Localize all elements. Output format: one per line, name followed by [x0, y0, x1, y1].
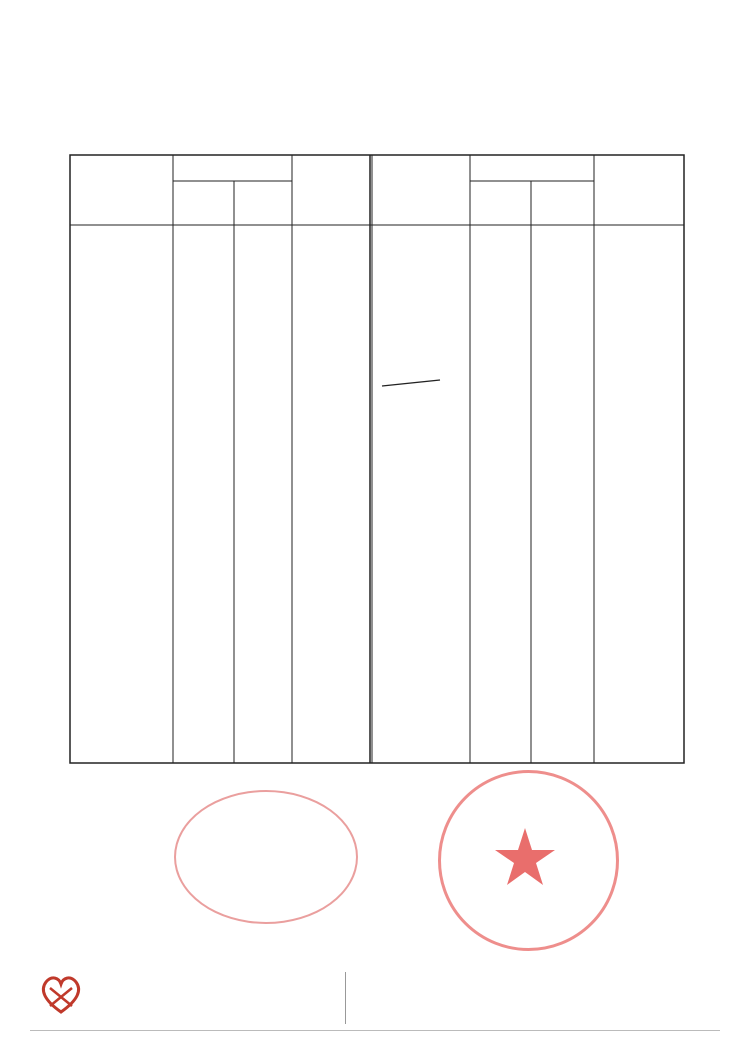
table-grid: [70, 155, 684, 763]
star-icon: [495, 828, 555, 885]
footer-rule: [30, 1030, 720, 1031]
footer-divider: [345, 972, 346, 1024]
foundation-logo-icon: [36, 968, 86, 1018]
strike-through: [382, 380, 440, 386]
foundation-stamp-art: [438, 770, 613, 945]
residents-committee-stamp: [174, 790, 358, 924]
